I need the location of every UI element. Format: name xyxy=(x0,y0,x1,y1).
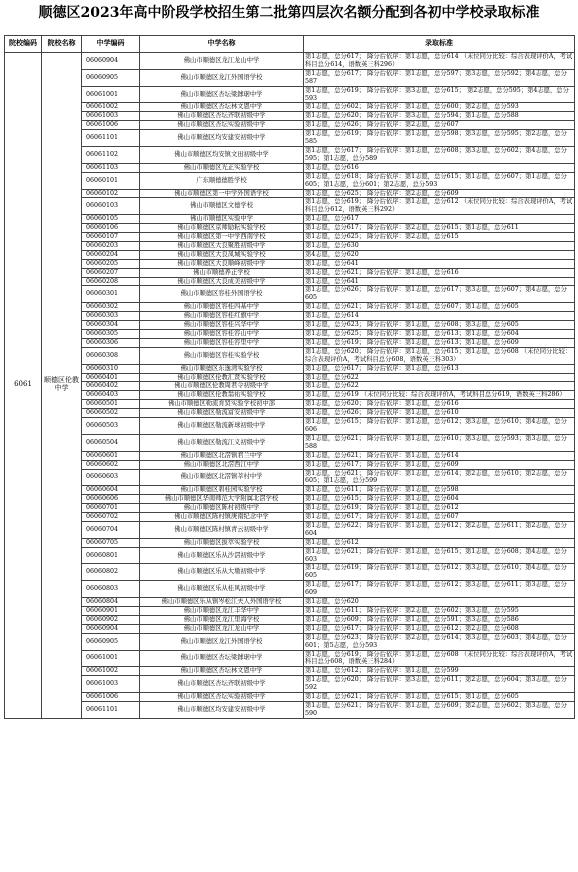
school-name-cell: 佛山市顺德区龙江龙山中学 xyxy=(140,624,304,633)
school-name-cell: 佛山市顺德区伦教周君令初级中学 xyxy=(140,382,304,391)
admission-standard-cell: 第1志愿，总分609； 降分后依序：第1志愿，总分591；第3志愿，总分586 xyxy=(304,615,575,624)
admission-standard-cell: 第1志愿，总分621； 降分后依序：第1志愿，总分610；第3志愿，总分593；第3志愿，总分588 xyxy=(304,434,575,451)
table-row xyxy=(5,650,575,667)
school-name-cell: 佛山市顺德区文德学校 xyxy=(140,198,304,215)
college-name-cell: 顺德区伦教中学 xyxy=(42,53,82,719)
table-body xyxy=(5,53,575,719)
school-code-cell: 06061101 xyxy=(82,130,140,147)
school-name-cell: 佛山市顺德区乐从大墩初级中学 xyxy=(140,564,304,581)
school-code-cell: 06061003 xyxy=(82,676,140,693)
school-name-cell: 佛山市顺德区杏坛实验初级中学 xyxy=(140,693,304,702)
school-code-cell: 06060205 xyxy=(82,259,140,268)
school-code-cell: 06060304 xyxy=(82,321,140,330)
table-row xyxy=(5,163,575,172)
admission-standard-cell: 第1志愿，总分614 xyxy=(304,312,575,321)
table-row xyxy=(5,286,575,303)
school-code-cell: 06060401 xyxy=(82,373,140,382)
school-code-cell: 06060905 xyxy=(82,69,140,86)
school-code-cell: 06060107 xyxy=(82,233,140,242)
school-name-cell: 佛山市顺德区杏坛实验初级中学 xyxy=(140,121,304,130)
header-school-code: 中学编码 xyxy=(82,36,140,53)
table-row xyxy=(5,330,575,339)
school-name-cell: 佛山市顺德区乐从沙滘初级中学 xyxy=(140,547,304,564)
school-name-cell: 佛山市顺德区容桂红旗中学 xyxy=(140,312,304,321)
table-row xyxy=(5,198,575,215)
table-row xyxy=(5,633,575,650)
table-row xyxy=(5,172,575,189)
school-code-cell: 06060904 xyxy=(82,624,140,633)
school-code-cell: 06061002 xyxy=(82,667,140,676)
school-code-cell: 06060905 xyxy=(82,633,140,650)
school-code-cell: 06060102 xyxy=(82,189,140,198)
school-code-cell: 06060603 xyxy=(82,469,140,486)
school-code-cell: 06060105 xyxy=(82,215,140,224)
school-name-cell: 佛山市顺德区容桂四基中学 xyxy=(140,303,304,312)
admission-standard-cell: 第1志愿，总分617； 降分后依序：第1志愿，总分612；第2志愿，总分608 xyxy=(304,624,575,633)
school-code-cell: 06060208 xyxy=(82,277,140,286)
admission-standard-cell: 第1志愿，总分622 xyxy=(304,382,575,391)
table-row xyxy=(5,259,575,268)
table-row xyxy=(5,547,575,564)
school-code-cell: 06060702 xyxy=(82,513,140,522)
school-code-cell: 06060604 xyxy=(82,486,140,495)
admission-standard-cell: 第1志愿，总分619； 降分后依序：第1志愿，总分598；第3志愿，总分595；第2志愿，总分585 xyxy=(304,130,575,147)
table-row xyxy=(5,241,575,250)
school-name-cell: 广东顺德德胜学校 xyxy=(140,172,304,189)
school-code-cell: 06060705 xyxy=(82,538,140,547)
school-name-cell: 佛山市顺德区杏坛齐联初级中学 xyxy=(140,676,304,693)
table-header-row xyxy=(5,36,575,53)
school-name-cell: 佛山市顺德区京师励耘实验学校 xyxy=(140,224,304,233)
school-code-cell: 06060101 xyxy=(82,172,140,189)
table-row xyxy=(5,434,575,451)
school-code-cell: 06061001 xyxy=(82,86,140,103)
school-name-cell: 佛山市顺德区容桂容里中学 xyxy=(140,338,304,347)
table-row xyxy=(5,338,575,347)
header-college-name: 院校名称 xyxy=(42,36,82,53)
school-code-cell: 06061001 xyxy=(82,650,140,667)
school-code-cell: 06061102 xyxy=(82,146,140,163)
table-row xyxy=(5,224,575,233)
admission-standard-cell: 第1志愿，总分625； 降分后依序：第2志愿，总分615 xyxy=(304,233,575,242)
admission-standard-cell: 第1志愿，总分611； 降分后依序：第1志愿，总分598 xyxy=(304,486,575,495)
table-row xyxy=(5,513,575,522)
admission-standard-cell: 第1志愿，总分616 xyxy=(304,163,575,172)
table-row xyxy=(5,53,575,70)
admission-standard-cell: 第1志愿，总分621； 降分后依序：第1志愿，总分607；第1志愿，总分605 xyxy=(304,303,575,312)
admission-standard-cell: 第1志愿，总分620； 降分后依序：第3志愿，总分594；第1志愿，总分588 xyxy=(304,112,575,121)
school-name-cell: 佛山市顺德区容桂容山中学 xyxy=(140,330,304,339)
table-row xyxy=(5,250,575,259)
table-row xyxy=(5,615,575,624)
admission-table xyxy=(4,35,575,719)
table-row xyxy=(5,233,575,242)
admission-standard-cell: 第1志愿，总分622； 降分后依序：第1志愿，总分612；第2志愿，总分611；第2志愿，总分604 xyxy=(304,521,575,538)
school-name-cell: 佛山市顺德养正学校 xyxy=(140,268,304,277)
school-name-cell: 佛山市顺德区北滘西江中学 xyxy=(140,460,304,469)
table-row xyxy=(5,607,575,616)
school-name-cell: 佛山市顺德区大良凤城实验学校 xyxy=(140,250,304,259)
school-code-cell: 06060207 xyxy=(82,268,140,277)
school-code-cell: 06060203 xyxy=(82,241,140,250)
table-row xyxy=(5,103,575,112)
admission-standard-cell: 第1志愿，总分626； 降分后依序：第1志愿，总分617；第3志愿，总分607；第4志愿，总分605 xyxy=(304,286,575,303)
school-name-cell: 佛山市顺德区陈村镇庚南纪念中学 xyxy=(140,513,304,522)
admission-standard-cell: 第1志愿，总分618； 降分后依序：第1志愿，总分615；第1志愿，总分607；第1志愿，总分605；第1志愿，总分601；第2志愿，总分593 xyxy=(304,172,575,189)
table-row xyxy=(5,521,575,538)
table-row xyxy=(5,347,575,364)
admission-standard-cell: 第1志愿，总分621； 降分后依序：第1志愿，总分615；第1志愿，总分608；第4志愿，总分603 xyxy=(304,547,575,564)
admission-standard-cell: 第1志愿，总分620； 降分后依序：第1志愿，总分615；第1志愿，总分608 （末位同分比较：综合表现评价A，考试科目总分608，语数英三科303） xyxy=(304,347,575,364)
school-name-cell: 佛山市顺德区拔萃实验学校 xyxy=(140,538,304,547)
school-name-cell: 佛山市顺德区杏坛齐联初级中学 xyxy=(140,112,304,121)
school-code-cell: 06060902 xyxy=(82,615,140,624)
admission-standard-cell: 第1志愿，总分617 xyxy=(304,215,575,224)
admission-standard-cell: 第1志愿，总分617； 降分后依序：第1志愿，总分612；第3志愿，总分611；第3志愿，总分609 xyxy=(304,581,575,598)
school-code-cell: 06060306 xyxy=(82,338,140,347)
school-name-cell: 佛山市顺德区乐从镇岑松江夫人外国语学校 xyxy=(140,598,304,607)
school-name-cell: 佛山市顺德区华南师范大学附属北滘学校 xyxy=(140,495,304,504)
school-name-cell: 佛山市顺德区龙江外国语学校 xyxy=(140,69,304,86)
table-row xyxy=(5,460,575,469)
school-code-cell: 06061006 xyxy=(82,693,140,702)
school-code-cell: 06060106 xyxy=(82,224,140,233)
table-row xyxy=(5,693,575,702)
admission-standard-cell: 第1志愿，总分621； 降分后依序：第1志愿，总分614 xyxy=(304,451,575,460)
table-row xyxy=(5,215,575,224)
school-name-cell: 佛山市顺德区勒流育贤实验学校初中部 xyxy=(140,400,304,409)
school-code-cell: 06061103 xyxy=(82,163,140,172)
table-row xyxy=(5,112,575,121)
admission-standard-cell: 第1志愿，总分620； 降分后依序：第1志愿，总分616 xyxy=(304,400,575,409)
admission-standard-cell: 第1志愿，总分617； 降分后依序：第1志愿，总分613 xyxy=(304,364,575,373)
school-code-cell: 06060103 xyxy=(82,198,140,215)
school-code-cell: 06060803 xyxy=(82,581,140,598)
table-row xyxy=(5,382,575,391)
school-name-cell: 佛山市顺德区碧桂园实验学校 xyxy=(140,486,304,495)
admission-standard-cell: 第1志愿，总分621； 降分后依序：第1志愿，总分615；第1志愿，总分605 xyxy=(304,693,575,702)
table-row xyxy=(5,667,575,676)
table-row xyxy=(5,598,575,607)
school-code-cell: 06060303 xyxy=(82,312,140,321)
school-code-cell: 06060504 xyxy=(82,434,140,451)
school-code-cell: 06060901 xyxy=(82,607,140,616)
table-row xyxy=(5,121,575,130)
school-code-cell: 06060403 xyxy=(82,391,140,400)
school-code-cell: 06060302 xyxy=(82,303,140,312)
admission-standard-cell: 第1志愿，总分620 xyxy=(304,598,575,607)
school-name-cell: 佛山市顺德区龙江丰华中学 xyxy=(140,607,304,616)
school-name-cell: 佛山市顺德区龙江龙山中学 xyxy=(140,53,304,70)
school-name-cell: 佛山市顺德区均安镇文田初级中学 xyxy=(140,146,304,163)
school-name-cell: 佛山市顺德区勒流富安初级中学 xyxy=(140,409,304,418)
table-row xyxy=(5,321,575,330)
school-code-cell: 06060305 xyxy=(82,330,140,339)
school-code-cell: 06060310 xyxy=(82,364,140,373)
header-admission-standard: 录取标准 xyxy=(304,36,575,53)
school-name-cell: 佛山市顺德区实验中学 xyxy=(140,215,304,224)
school-code-cell: 06060804 xyxy=(82,598,140,607)
admission-standard-cell: 第1志愿，总分623； 降分后依序：第2志愿，总分614；第3志愿，总分603；第4志愿，总分601；第5志愿，总分593 xyxy=(304,633,575,650)
table-row xyxy=(5,130,575,147)
admission-standard-cell: 第1志愿，总分625； 降分后依序：第1志愿，总分613；第1志愿，总分604 xyxy=(304,330,575,339)
admission-standard-cell: 第1志愿，总分630 xyxy=(304,241,575,250)
school-code-cell: 06060802 xyxy=(82,564,140,581)
table-row xyxy=(5,277,575,286)
admission-standard-cell: 第1志愿，总分622 xyxy=(304,373,575,382)
admission-standard-cell: 第1志愿，总分621； 降分后依序：第1志愿，总分614；第2志愿，总分610；第2志愿，总分605；第1志愿，总分599 xyxy=(304,469,575,486)
admission-standard-cell: 第1志愿，总分619； 降分后依序：第3志愿，总分615； 第2志愿，总分595；第4志愿，总分593 xyxy=(304,86,575,103)
admission-standard-cell: 第1志愿，总分626； 降分后依序：第1志愿，总分610 xyxy=(304,409,575,418)
school-code-cell: 06060904 xyxy=(82,53,140,70)
table-row xyxy=(5,391,575,400)
admission-standard-cell: 第1志愿，总分621； 降分后依序：第1志愿，总分616 xyxy=(304,268,575,277)
table-row xyxy=(5,581,575,598)
admission-standard-cell: 第1志愿，总分626； 降分后依序：第2志愿，总分607 xyxy=(304,121,575,130)
admission-standard-cell: 第1志愿，总分625； 降分后依序：第2志愿，总分609 xyxy=(304,189,575,198)
school-name-cell: 佛山市顺德区乐从桂风初级中学 xyxy=(140,581,304,598)
school-name-cell: 佛山市顺德区容桂实验学校 xyxy=(140,347,304,364)
school-code-cell: 06060204 xyxy=(82,250,140,259)
school-name-cell: 佛山市顺德区陈村镇青云初级中学 xyxy=(140,521,304,538)
table-row xyxy=(5,624,575,633)
school-name-cell: 佛山市顺德区均安建安初级中学 xyxy=(140,701,304,718)
school-name-cell: 佛山市顺德区龙江里海学校 xyxy=(140,615,304,624)
admission-standard-cell: 第1志愿，总分620； 降分后依序：第3志愿，总分611；第2志愿，总分604；第3志愿，总分592 xyxy=(304,676,575,693)
admission-standard-cell: 第1志愿，总分602； 降分后依序：第1志愿，总分600；第2志愿，总分593 xyxy=(304,103,575,112)
school-name-cell: 佛山市顺德区光正实验学校 xyxy=(140,163,304,172)
school-name-cell: 佛山市顺德区伦教汇贤实验学校 xyxy=(140,373,304,382)
admission-standard-cell: 第1志愿，总分615； 降分后依序：第1志愿，总分604 xyxy=(304,495,575,504)
school-name-cell: 佛山市顺德区大良聚胜初级中学 xyxy=(140,241,304,250)
school-name-cell: 佛山市顺德区杏坛林文恩中学 xyxy=(140,103,304,112)
table-row xyxy=(5,564,575,581)
school-code-cell: 06060701 xyxy=(82,504,140,513)
admission-standard-cell: 第1志愿，总分617； 降分后依序：第1志愿，总分609 xyxy=(304,460,575,469)
school-code-cell: 06060402 xyxy=(82,382,140,391)
table-row xyxy=(5,538,575,547)
school-name-cell: 佛山市顺德区容桂兴华中学 xyxy=(140,321,304,330)
school-name-cell: 佛山市顺德区伦教翁祐实验学校 xyxy=(140,391,304,400)
admission-standard-cell: 第4志愿，总分620 xyxy=(304,250,575,259)
table-row xyxy=(5,364,575,373)
table-row xyxy=(5,373,575,382)
school-code-cell: 06060308 xyxy=(82,347,140,364)
school-code-cell: 06061101 xyxy=(82,701,140,718)
school-name-cell: 佛山市顺德区杏坛林文恩中学 xyxy=(140,667,304,676)
table-row xyxy=(5,676,575,693)
table-row xyxy=(5,303,575,312)
table-row xyxy=(5,86,575,103)
school-name-cell: 佛山市顺德区陈村初级中学 xyxy=(140,504,304,513)
admission-standard-cell: 第1志愿，总分611； 降分后依序：第2志愿，总分602；第3志愿，总分595 xyxy=(304,607,575,616)
school-code-cell: 06060602 xyxy=(82,460,140,469)
table-row xyxy=(5,486,575,495)
school-code-cell: 06061006 xyxy=(82,121,140,130)
admission-standard-cell: 第1志愿，总分621； 降分后依序：第1志愿，总分609；第2志愿，总分602；第3志愿，总分590 xyxy=(304,701,575,718)
header-school-name: 中学名称 xyxy=(140,36,304,53)
school-name-cell: 佛山市顺德区第一中学西南学校 xyxy=(140,233,304,242)
admission-standard-cell: 第1志愿，总分641 xyxy=(304,259,575,268)
school-name-cell: 佛山市顺德区均安建安初级中学 xyxy=(140,130,304,147)
school-code-cell: 06060601 xyxy=(82,451,140,460)
school-code-cell: 06061003 xyxy=(82,112,140,121)
table-row xyxy=(5,469,575,486)
header-college-code: 院校编码 xyxy=(5,36,42,53)
school-code-cell: 06060801 xyxy=(82,547,140,564)
table-row xyxy=(5,418,575,435)
school-name-cell: 佛山市顺德区东逸湾实验学校 xyxy=(140,364,304,373)
table-row xyxy=(5,451,575,460)
school-name-cell: 佛山市顺德区大良顺峰初级中学 xyxy=(140,259,304,268)
table-row xyxy=(5,189,575,198)
school-code-cell: 06060502 xyxy=(82,409,140,418)
table-row xyxy=(5,504,575,513)
school-name-cell: 佛山市顺德区杏坛梁銶琚中学 xyxy=(140,86,304,103)
admission-standard-cell: 第1志愿，总分619； 降分后依序：第1志愿，总分608 （末位同分比较：综合表现评价A，考试科目总分608，语数英三科284） xyxy=(304,650,575,667)
school-name-cell: 佛山市顺德区第一中学外国语学校 xyxy=(140,189,304,198)
admission-standard-cell: 第1志愿，总分617； 降分后依序：第1志愿，总分608；第3志愿，总分602；第4志愿，总分595；第1志愿，总分589 xyxy=(304,146,575,163)
table-row xyxy=(5,146,575,163)
school-name-cell: 佛山市顺德区龙江外国语学校 xyxy=(140,633,304,650)
admission-standard-cell: 第1志愿，总分617； 降分后依序：第1志愿，总分597；第3志愿，总分592；第4志愿，总分587 xyxy=(304,69,575,86)
admission-standard-cell: 第1志愿，总分619； 降分后依序：第1志愿，总分612；第3志愿，总分610；第4志愿，总分605 xyxy=(304,564,575,581)
school-code-cell: 06060704 xyxy=(82,521,140,538)
school-name-cell: 佛山市顺德区勒流新球初级中学 xyxy=(140,418,304,435)
admission-standard-cell: 第1志愿，总分619 （末位同分比较：综合表现评价A，考试科目总分619，语数英三科286） xyxy=(304,391,575,400)
school-name-cell: 佛山市顺德区勒流江义初级中学 xyxy=(140,434,304,451)
table-row xyxy=(5,69,575,86)
table-row xyxy=(5,495,575,504)
school-code-cell: 06060501 xyxy=(82,400,140,409)
school-name-cell: 佛山市顺德区北滘镇君兰中学 xyxy=(140,451,304,460)
school-code-cell: 06061002 xyxy=(82,103,140,112)
admission-standard-cell: 第1志愿，总分617； 降分后依序：第1志愿，总分614 （末位同分比较：综合表现评价A，考试科目总分614，语数英三科296） xyxy=(304,53,575,70)
school-code-cell: 06060606 xyxy=(82,495,140,504)
admission-standard-cell: 第1志愿，总分617； 降分后依序：第2志愿，总分615；第1志愿，总分611 xyxy=(304,224,575,233)
admission-standard-cell: 第1志愿，总分612 xyxy=(304,538,575,547)
school-code-cell: 06060503 xyxy=(82,418,140,435)
school-name-cell: 佛山市顺德区杏坛梁銶琚中学 xyxy=(140,650,304,667)
table-row xyxy=(5,268,575,277)
admission-standard-cell: 第1志愿，总分617； 降分后依序：第1志愿，总分607 xyxy=(304,513,575,522)
table-row xyxy=(5,312,575,321)
table-row xyxy=(5,409,575,418)
admission-standard-cell: 第1志愿，总分619； 降分后依序：第1志愿，总分612 xyxy=(304,504,575,513)
page-title: 顺德区2023年高中阶段学校招生第二批第四层次名额分配到各初中学校录取标准 xyxy=(38,5,540,21)
school-code-cell: 06060301 xyxy=(82,286,140,303)
admission-standard-cell: 第1志愿，总分615； 降分后依序：第1志愿，总分612；第3志愿，总分610；第4志愿，总分606 xyxy=(304,418,575,435)
college-code-cell: 6061 xyxy=(5,53,42,719)
admission-standard-cell: 第1志愿，总分623； 降分后依序：第1志愿，总分608；第3志愿，总分605 xyxy=(304,321,575,330)
school-name-cell: 佛山市顺德区北滘镇莘村中学 xyxy=(140,469,304,486)
admission-standard-cell: 第1志愿，总分612； 降分后依序：第1志愿，总分599 xyxy=(304,667,575,676)
admission-standard-cell: 第1志愿，总分619； 降分后依序：第1志愿，总分612 （末位同分比较：综合表现评价A，考试科目总分612，语数英三科292） xyxy=(304,198,575,215)
school-name-cell: 佛山市顺德区容桂外国语学校 xyxy=(140,286,304,303)
admission-standard-cell: 第1志愿，总分641 xyxy=(304,277,575,286)
table-row xyxy=(5,400,575,409)
school-name-cell: 佛山市顺德区大良成美初级中学 xyxy=(140,277,304,286)
table-row xyxy=(5,701,575,718)
admission-standard-cell: 第1志愿，总分619； 降分后依序：第1志愿，总分613；第1志愿，总分609 xyxy=(304,338,575,347)
